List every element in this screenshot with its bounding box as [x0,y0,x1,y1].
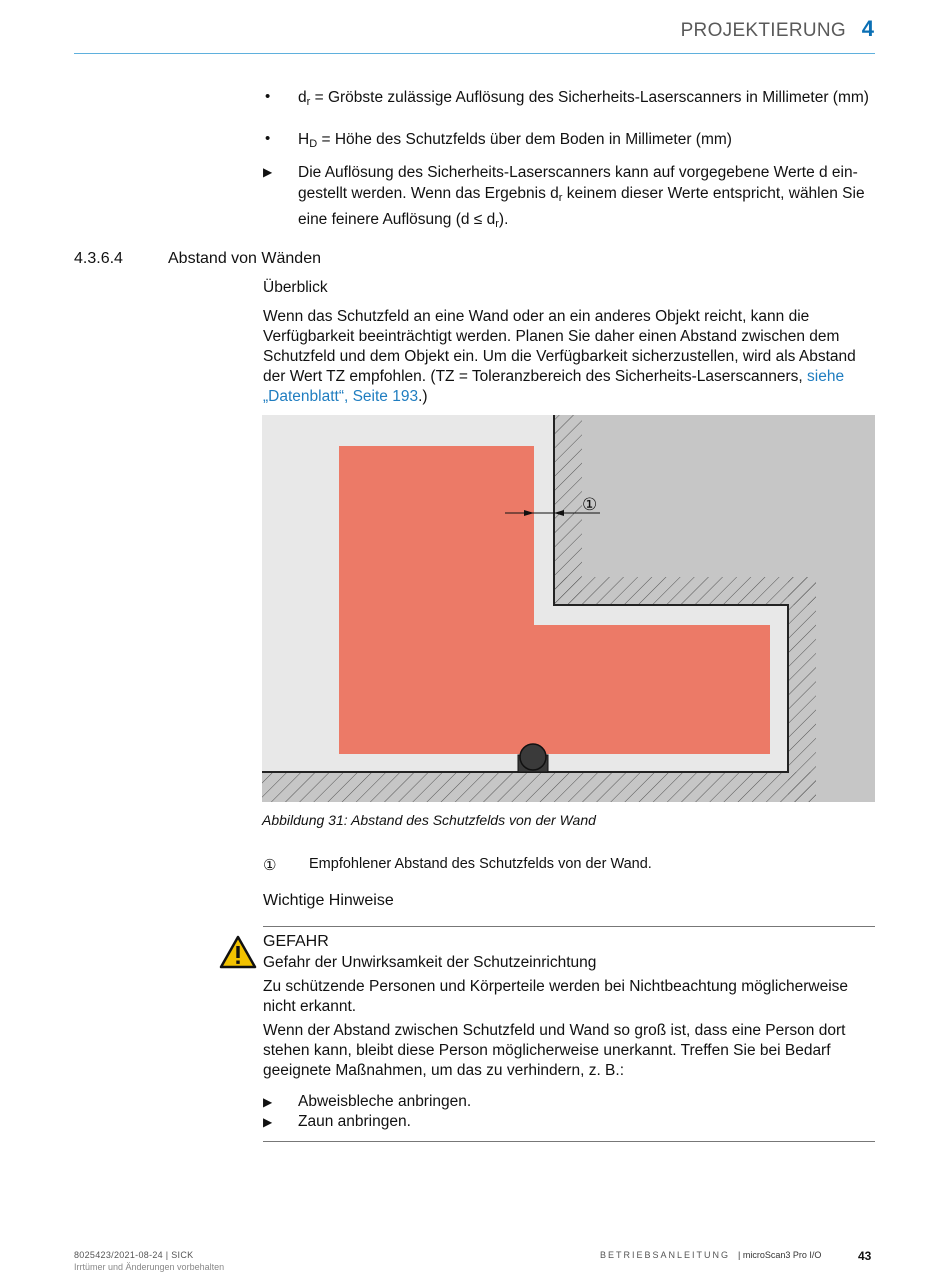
header-section-title: PROJEKTIERUNG [680,20,846,41]
footer-product: | microScan3 Pro I/O [738,1250,822,1260]
bullet-item-dr: $d_r$ = Gröbste zulässige Auflösung des Sicherheits-Laserscanners in Millimeter (mm) [298,89,869,108]
section-number: 4.3.6.4 [74,250,123,267]
protective-field-figure [262,415,875,802]
footer-disclaimer: Irrtümer und Änderungen vorbehalten [74,1262,225,1272]
bullet-dot-icon: • [265,88,271,105]
footer-doc-code: 8025423/2021-08-24 | SICK [74,1250,194,1260]
warning-rule-top [263,926,875,927]
scanner-head [520,744,546,770]
header-chapter-number: 4 [861,16,874,41]
action-item: Abweisbleche anbringen. [298,1093,472,1110]
footer-page-number: 43 [858,1249,872,1263]
bullet-item-hd: $H_D$ = Höhe des Schutzfelds über dem Boden in Millimeter (mm) [298,131,732,150]
warning-rule-bottom [263,1141,875,1142]
header-divider [74,53,875,54]
hatch-vertical-right [788,577,816,802]
legend-symbol: ① [263,857,277,874]
action-arrow-icon: ▶ [263,1115,273,1129]
action-arrow-icon: ▶ [263,1095,273,1109]
instruction-arrow-icon: ▶ [263,165,273,179]
section-title: Abstand von Wänden [168,250,321,267]
hatch-horizontal-upper [554,577,816,605]
warning-triangle-icon [219,935,257,969]
danger-label: GEFAHR [263,933,329,950]
legend-text: Empfohlener Abstand des Schutzfelds von der Wand. [309,856,652,872]
overview-paragraph: Wenn das Schutzfeld an eine Wand oder an ein anderes Objekt reicht, kann die Verfügbarkeit beeinträchtigt werden. Planen Sie daher einen Abstand zwischen dem Schutzfeld und dem Objekt ein. Um die Verfügbarkeit sicherzustellen, wird als Abstand der Wert TZ empfohlen. (TZ = Toleranzbereich des Sicherheits-Laserscanners, siehe „Datenblatt“, Seite 193.) [263,308,856,405]
action-item: Zaun anbringen. [298,1113,411,1130]
datasheet-link[interactable]: siehe „Datenblatt“, Seite 193 [263,368,845,405]
danger-paragraph-1: Zu schützende Personen und Körperteile werden bei Nichtbeachtung möglicherweise nicht erkannt. [263,978,849,1015]
bullet-dot-icon: • [265,130,271,147]
danger-subtitle: Gefahr der Unwirksamkeit der Schutzeinrichtung [263,954,597,971]
figure-caption: Abbildung 31: Abstand des Schutzfelds von der Wand [262,812,596,828]
danger-paragraph-2: Wenn der Abstand zwischen Schutzfeld und Wand so groß ist, dass eine Person dort stehen kann, bleibt diese Person möglicherweise unerkannt. Treffen Sie bei Bedarf geeignete Maßnahmen, um das zu verhindern, z. B.: [263,1022,846,1079]
footer-doc-type: BETRIEBSANLEITUNG [600,1250,731,1260]
wall-upper [554,415,875,605]
figure-callout: ① [582,495,598,515]
instruction-resolution: Die Auflösung des Sicherheits-Laserscanners kann auf vorgegebene Werte d eingestellt werden. Wenn das Ergebnis $d_r$ keinem dieser Werte entspricht, wählen Sie eine feinere Auflösung $(d \le d_r)$. [298,164,865,230]
hatch-vertical [554,415,582,605]
notes-heading: Wichtige Hinweise [263,892,394,909]
overview-heading: Überblick [263,279,328,296]
hatch-bottom [262,772,816,802]
